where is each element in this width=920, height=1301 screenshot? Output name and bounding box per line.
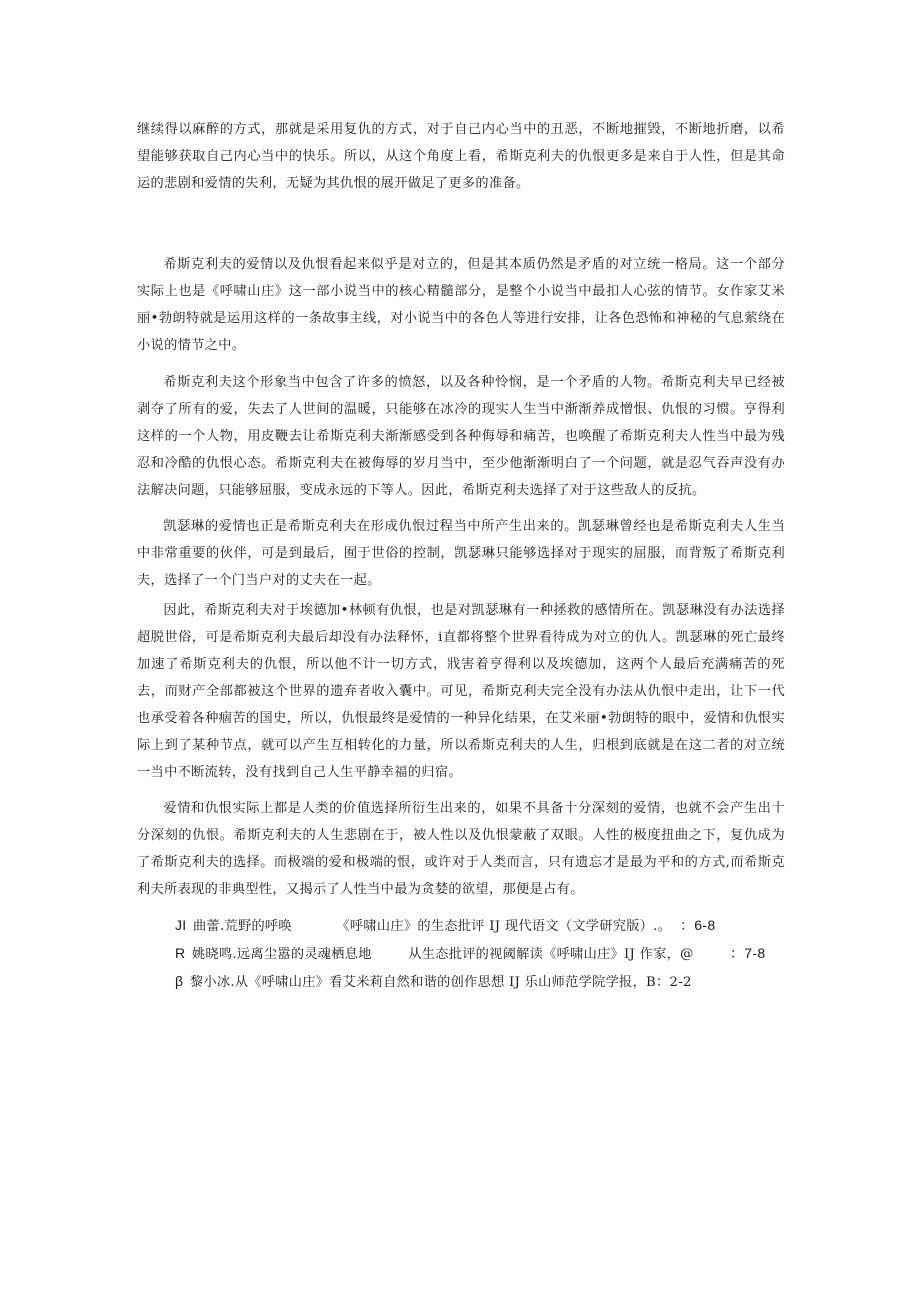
paragraph-5: 因此，希斯克利夫对于埃德加•林顿有仇恨，也是对凯瑟琳有一种拯救的感情所在。凯瑟琳没有办法选择超脱世俗，可是希斯克利夫最后却没有办法释怀，i直都将整个世界看待成为对立的仇人。凯瑟琳的死亡最终加速了希斯克利夫的仇恨，所以他不计一切方式，戕害着亨得利以及埃德加，这两个人最后充满痛苦的死去，而财产全部都被这个世界的遗弃者收入囊中。可见，希斯克利夫完全没有办法从仇恨中走出，让下一代也承受着各种痼苦的国史，所以，仇恨最终是爱情的一种异化结果，在艾米丽•勃朗特的眼中，爱情和仇恨实际上到了某种节点，就可以产生互相转化的力量，所以希斯克利夫的人生，归根到底就是在这二者的对立统一当中不断流转，没有找到自己人生平静幸福的归宿。 [137,603,785,780]
reference-author-title: 曲蕾.荒野的呼唤 [193,919,292,934]
paragraph-3: 希斯克利夫这个形象当中包含了许多的愤怒，以及各种怜悯，是一个矛盾的人物。希斯克利夫早已经被剥夺了所有的爱，失去了人世间的温暖，只能够在冰冷的现实人生当中渐渐养成憎恨、仇恨的习惯。亨得利这样的一个人物，用皮鞭去让希斯克利夫渐渐感受到各种侮辱和痛苦，也唤醒了希斯克利夫人性当中最为残忍和冷酷的仇恨心态。希斯克利夫在被侮辱的岁月当中，至少他渐渐明白了一个问题，就是忍气吞声没有办法解决问题，只能够屈服，变成永远的下等人。因此，希斯克利夫选择了对于这些敌人的反抗。 [137,375,785,498]
reference-marker: R [175,945,186,961]
reference-pages: ：6-8 [680,917,716,933]
reference-marker: JI [175,917,187,933]
paragraph-2: 希斯克利夫的爱情以及仇恨看起来似乎是对立的，但是其本质仍然是矛盾的对立统一格局。这一个部分实际上也是《呼啸山庄》这一部小说当中的核心精髓部分，是整个小说当中最扣人心弦的情节。女作家艾米丽•勃朗特就是运用这样的一条故事主线，对小说当中的各色人等进行安排，让各色恐怖和神秘的气息萦绕在小说的情节之中。 [137,257,785,353]
reference-3 [175,971,795,993]
reference-author-title: 姚晓鸣.远离尘嚣的灵魂栖息地 [191,947,372,962]
reference-1 [175,915,795,937]
reference-source: 《呼啸山庄》的生态批评 IJ 现代语文（文学研究版）.。 [336,919,672,934]
reference-pages: ：7-8 [730,945,766,961]
reference-source: 从生态批评的视阈解读《呼啸山庄》IJ 作家，@ [408,947,694,962]
reference-author-title: 黎小冰.从《呼啸山庄》看艾米莉自然和谐的创作思想 IJ 乐山师范学院学报，B：2-2 [189,975,692,990]
paragraph-1: 继续得以麻醉的方式，那就是采用复仇的方式，对于自己内心当中的丑恶，不断地摧毁，不断地折磨，以希望能够获取自己内心当中的快乐。所以，从这个角度上看，希斯克利夫的仇恨更多是来自于人性，但是其命运的悲剧和爱情的失利，无疑为其仇恨的展开做足了更多的准备。 [137,122,785,191]
reference-2 [175,943,795,965]
reference-marker: β [175,973,184,989]
paragraph-4: 凯瑟琳的爱情也正是希斯克利夫在形成仇恨过程当中所产生出来的。凯瑟琳曾经也是希斯克利夫人生当中非常重要的伙伴，可是到最后，囿于世俗的控制，凯瑟琳只能够选择对于现实的屈服，而背叛了希斯克利夫，选择了一个门当户对的丈夫在一起。 [137,519,785,588]
paragraph-6: 爱情和仇恨实际上都是人类的价值选择所衍生出来的，如果不具备十分深刻的爱情，也就不会产生出十分深刻的仇恨。希斯克利夫的人生悲剧在于，被人性以及仇恨蒙蔽了双眼。人性的极度扭曲之下，复仇成为了希斯克利夫的选择。而极端的爱和极端的恨，或许对于人类而言，只有遗忘才是最为平和的方式,而希斯克利夫所表现的非典型性，又揭示了人性当中最为贪婪的欲望，那便是占有。 [137,801,785,897]
